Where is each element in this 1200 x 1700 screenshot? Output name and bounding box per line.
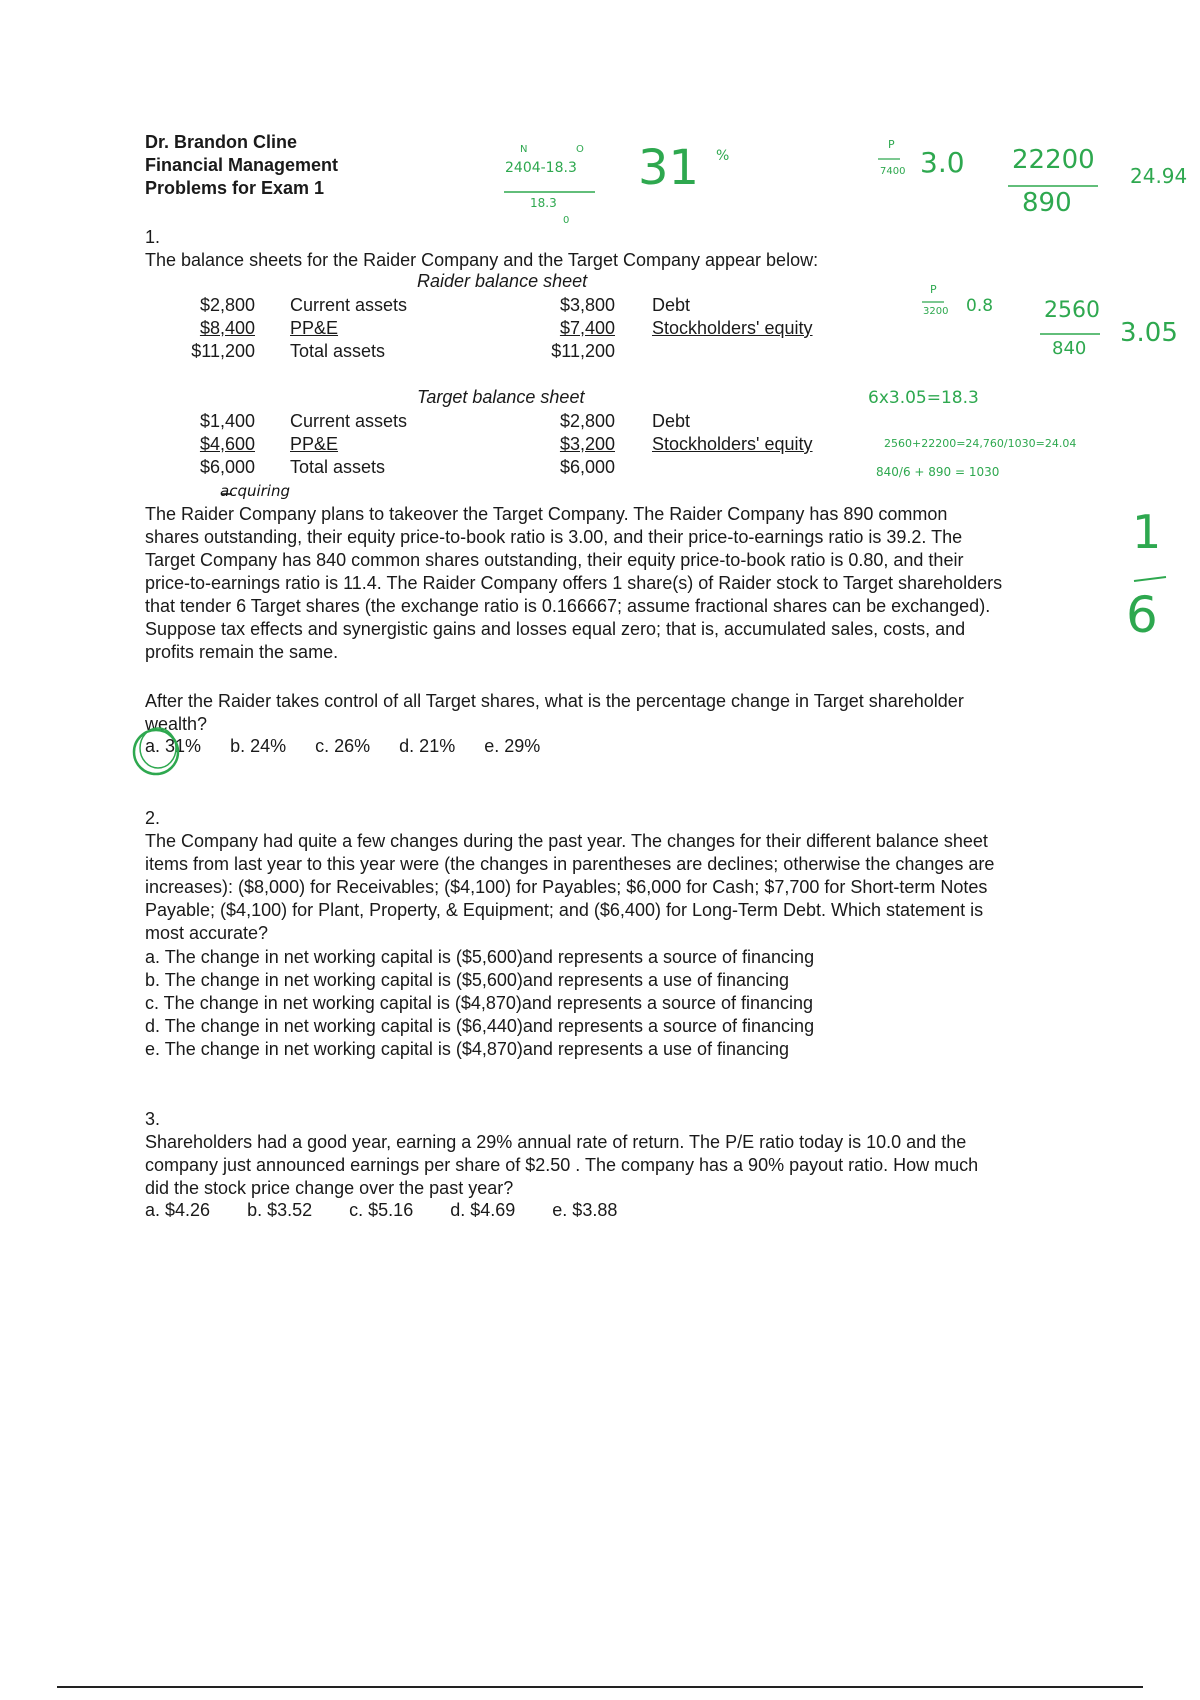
q3-body-line: company just announced earnings per share of $2.50 . The company has a 90% payout ratio. How much bbox=[145, 1155, 979, 1175]
q2-body-line: items from last year to this year were (the changes in parentheses are declines; otherwise the changes are bbox=[145, 854, 995, 874]
q3-choice-a[interactable]: a. $4.26 bbox=[145, 1200, 211, 1220]
q3-body-line: Shareholders had a good year, earning a 29% annual rate of return. The P/E ratio today is 10.0 and the bbox=[145, 1132, 967, 1152]
q2-choice-b[interactable]: b. The change in net working capital is ($5,600)and represents a use of financing bbox=[145, 970, 790, 990]
q1-choice-e[interactable]: e. 29% bbox=[484, 736, 541, 756]
target-liab-amount: $2,800 bbox=[559, 411, 615, 431]
q1-body-line: The Raider Company plans to takeover the Target Company. The Raider Company has 890 common bbox=[145, 504, 948, 524]
q1-intro: The balance sheets for the Raider Company and the Target Company appear below: bbox=[145, 250, 819, 270]
q1-body-line: that tender 6 Target shares (the exchange ratio is 0.166667; assume fractional shares can be exchanged). bbox=[145, 596, 991, 616]
q3-body-line: did the stock price change over the past year? bbox=[145, 1178, 514, 1198]
hw-ratio-bar bbox=[1134, 577, 1166, 581]
raider-asset-label: Total assets bbox=[290, 341, 386, 361]
q3-choice-b[interactable]: b. $3.52 bbox=[247, 1200, 313, 1220]
hw-raider-pb-val: 3.0 bbox=[920, 146, 965, 179]
q2-body-line: increases): ($8,000) for Receivables; ($4,100) for Payables; $6,000 for Cash; $7,700 for Short-term Notes bbox=[145, 877, 988, 897]
q1-body-line: shares outstanding, their equity price-to-book ratio is 3.00, and their price-to-earnings ratio is 39.2. The bbox=[145, 527, 963, 547]
target-asset-label: Current assets bbox=[290, 411, 408, 431]
q2-body-line: The Company had quite a few changes during the past year. The changes for their different balance sheet bbox=[145, 831, 988, 851]
target-liab-amount: $6,000 bbox=[559, 457, 615, 477]
hw-raider-pb-den: 7400 bbox=[880, 166, 906, 177]
q1-choice-c[interactable]: c. 26% bbox=[315, 736, 371, 756]
hw-n-label: N bbox=[520, 144, 528, 155]
q1-choice-d[interactable]: d. 21% bbox=[399, 736, 456, 756]
target-asset-label: PP&E bbox=[290, 434, 339, 454]
hw-raider-price: 24.94 bbox=[1130, 164, 1188, 188]
q2-body-line: Payable; ($4,100) for Plant, Property, & Equipment; and ($6,400) for Long-Term Debt. Which statement is bbox=[145, 900, 984, 920]
raider-liab-label: Debt bbox=[652, 295, 691, 315]
q3-number: 3. bbox=[145, 1109, 161, 1129]
hw-ratio-num: 1 bbox=[1132, 505, 1162, 559]
q1-body-line: Suppose tax effects and synergistic gains and losses equal zero; that is, accumulated sales, costs, and bbox=[145, 619, 966, 639]
raider-asset-amount: $11,200 bbox=[191, 341, 255, 361]
hw-target-pb-val: 0.8 bbox=[966, 296, 994, 316]
hw-target-den: 840 bbox=[1052, 338, 1087, 359]
q1-body-line: Target Company has 840 common shares outstanding, their equity price-to-book ratio is 0.80, and their bbox=[145, 550, 964, 570]
q2-number: 2. bbox=[145, 808, 161, 828]
q2-body-line: most accurate? bbox=[145, 923, 269, 943]
hw-target-calc: 6x3.05=18.3 bbox=[868, 388, 979, 408]
hw-target-price: 3.05 bbox=[1120, 318, 1178, 348]
hw-big-result: 31 bbox=[638, 140, 700, 196]
target-liab-amount: $3,200 bbox=[559, 434, 615, 454]
q2-choice-a[interactable]: a. The change in net working capital is ($5,600)and represents a source of financing bbox=[145, 947, 815, 967]
q3-choice-c[interactable]: c. $5.16 bbox=[349, 1200, 414, 1220]
hw-acquiring: acquiring bbox=[220, 482, 290, 500]
document-title: Problems for Exam 1 bbox=[145, 178, 325, 198]
footer-divider bbox=[57, 1686, 1143, 1688]
raider-liab-label: Stockholders' equity bbox=[652, 318, 813, 338]
hw-p-label: P bbox=[888, 138, 895, 151]
target-liab-label: Debt bbox=[652, 411, 691, 431]
raider-asset-amount: $8,400 bbox=[199, 318, 255, 338]
q1-body-line: profits remain the same. bbox=[145, 642, 339, 662]
hw-percent: % bbox=[716, 148, 730, 164]
hw-raider-den: 890 bbox=[1022, 188, 1072, 218]
q1-body-line: price-to-earnings ratio is 11.4. The Raider Company offers 1 share(s) of Raider stock to Target shareholders bbox=[145, 573, 1003, 593]
raider-liab-amount: $11,200 bbox=[551, 341, 615, 361]
hw-raider-num: 22200 bbox=[1012, 145, 1095, 175]
target-asset-amount: $1,400 bbox=[199, 411, 255, 431]
target-asset-label: Total assets bbox=[290, 457, 386, 477]
hw-target-pb-den: 3200 bbox=[923, 306, 949, 317]
hw-ratio-den: 6 bbox=[1126, 586, 1158, 644]
q1-choice-b[interactable]: b. 24% bbox=[230, 736, 287, 756]
q1-choice-a[interactable]: a. 31% bbox=[145, 736, 202, 756]
raider-asset-label: PP&E bbox=[290, 318, 339, 338]
author-name: Dr. Brandon Cline bbox=[145, 132, 298, 152]
q1-question-line: wealth? bbox=[145, 714, 208, 734]
hw-p-label-2: P bbox=[930, 283, 937, 296]
target-liab-label: Stockholders' equity bbox=[652, 434, 813, 454]
q2-choice-d[interactable]: d. The change in net working capital is ($6,440)and represents a source of financing bbox=[145, 1016, 815, 1036]
raider-liab-amount: $3,800 bbox=[559, 295, 615, 315]
target-balance-title: Target balance sheet bbox=[417, 387, 585, 407]
hw-answer-circle bbox=[140, 728, 176, 768]
q2-choice-c[interactable]: c. The change in net working capital is ($4,870)and represents a source of financing bbox=[145, 993, 814, 1013]
q3-choice-d[interactable]: d. $4.69 bbox=[450, 1200, 516, 1220]
target-asset-amount: $6,000 bbox=[199, 457, 255, 477]
hw-shares-calc: 840/6 + 890 = 1030 bbox=[876, 465, 1000, 479]
q3-choice-e[interactable]: e. $3.88 bbox=[552, 1200, 618, 1220]
raider-asset-label: Current assets bbox=[290, 295, 408, 315]
hw-numerator: 2404-18.3 bbox=[505, 160, 577, 176]
q2-choice-e[interactable]: e. The change in net working capital is ($4,870)and represents a use of financing bbox=[145, 1039, 790, 1059]
hw-denominator: 18.3 bbox=[530, 196, 557, 210]
course-name: Financial Management bbox=[145, 155, 339, 175]
hw-zero: 0 bbox=[563, 215, 570, 226]
hw-combined-calc: 2560+22200=24,760/1030=24.04 bbox=[884, 437, 1077, 450]
hw-target-num: 2560 bbox=[1044, 298, 1100, 323]
raider-asset-amount: $2,800 bbox=[199, 295, 255, 315]
raider-balance-title: Raider balance sheet bbox=[417, 271, 588, 291]
q1-number: 1. bbox=[145, 227, 161, 247]
q1-question-line: After the Raider takes control of all Target shares, what is the percentage change in Target shareholder bbox=[145, 691, 964, 711]
target-asset-amount: $4,600 bbox=[199, 434, 255, 454]
raider-liab-amount: $7,400 bbox=[559, 318, 615, 338]
hw-o-label: O bbox=[576, 144, 584, 155]
